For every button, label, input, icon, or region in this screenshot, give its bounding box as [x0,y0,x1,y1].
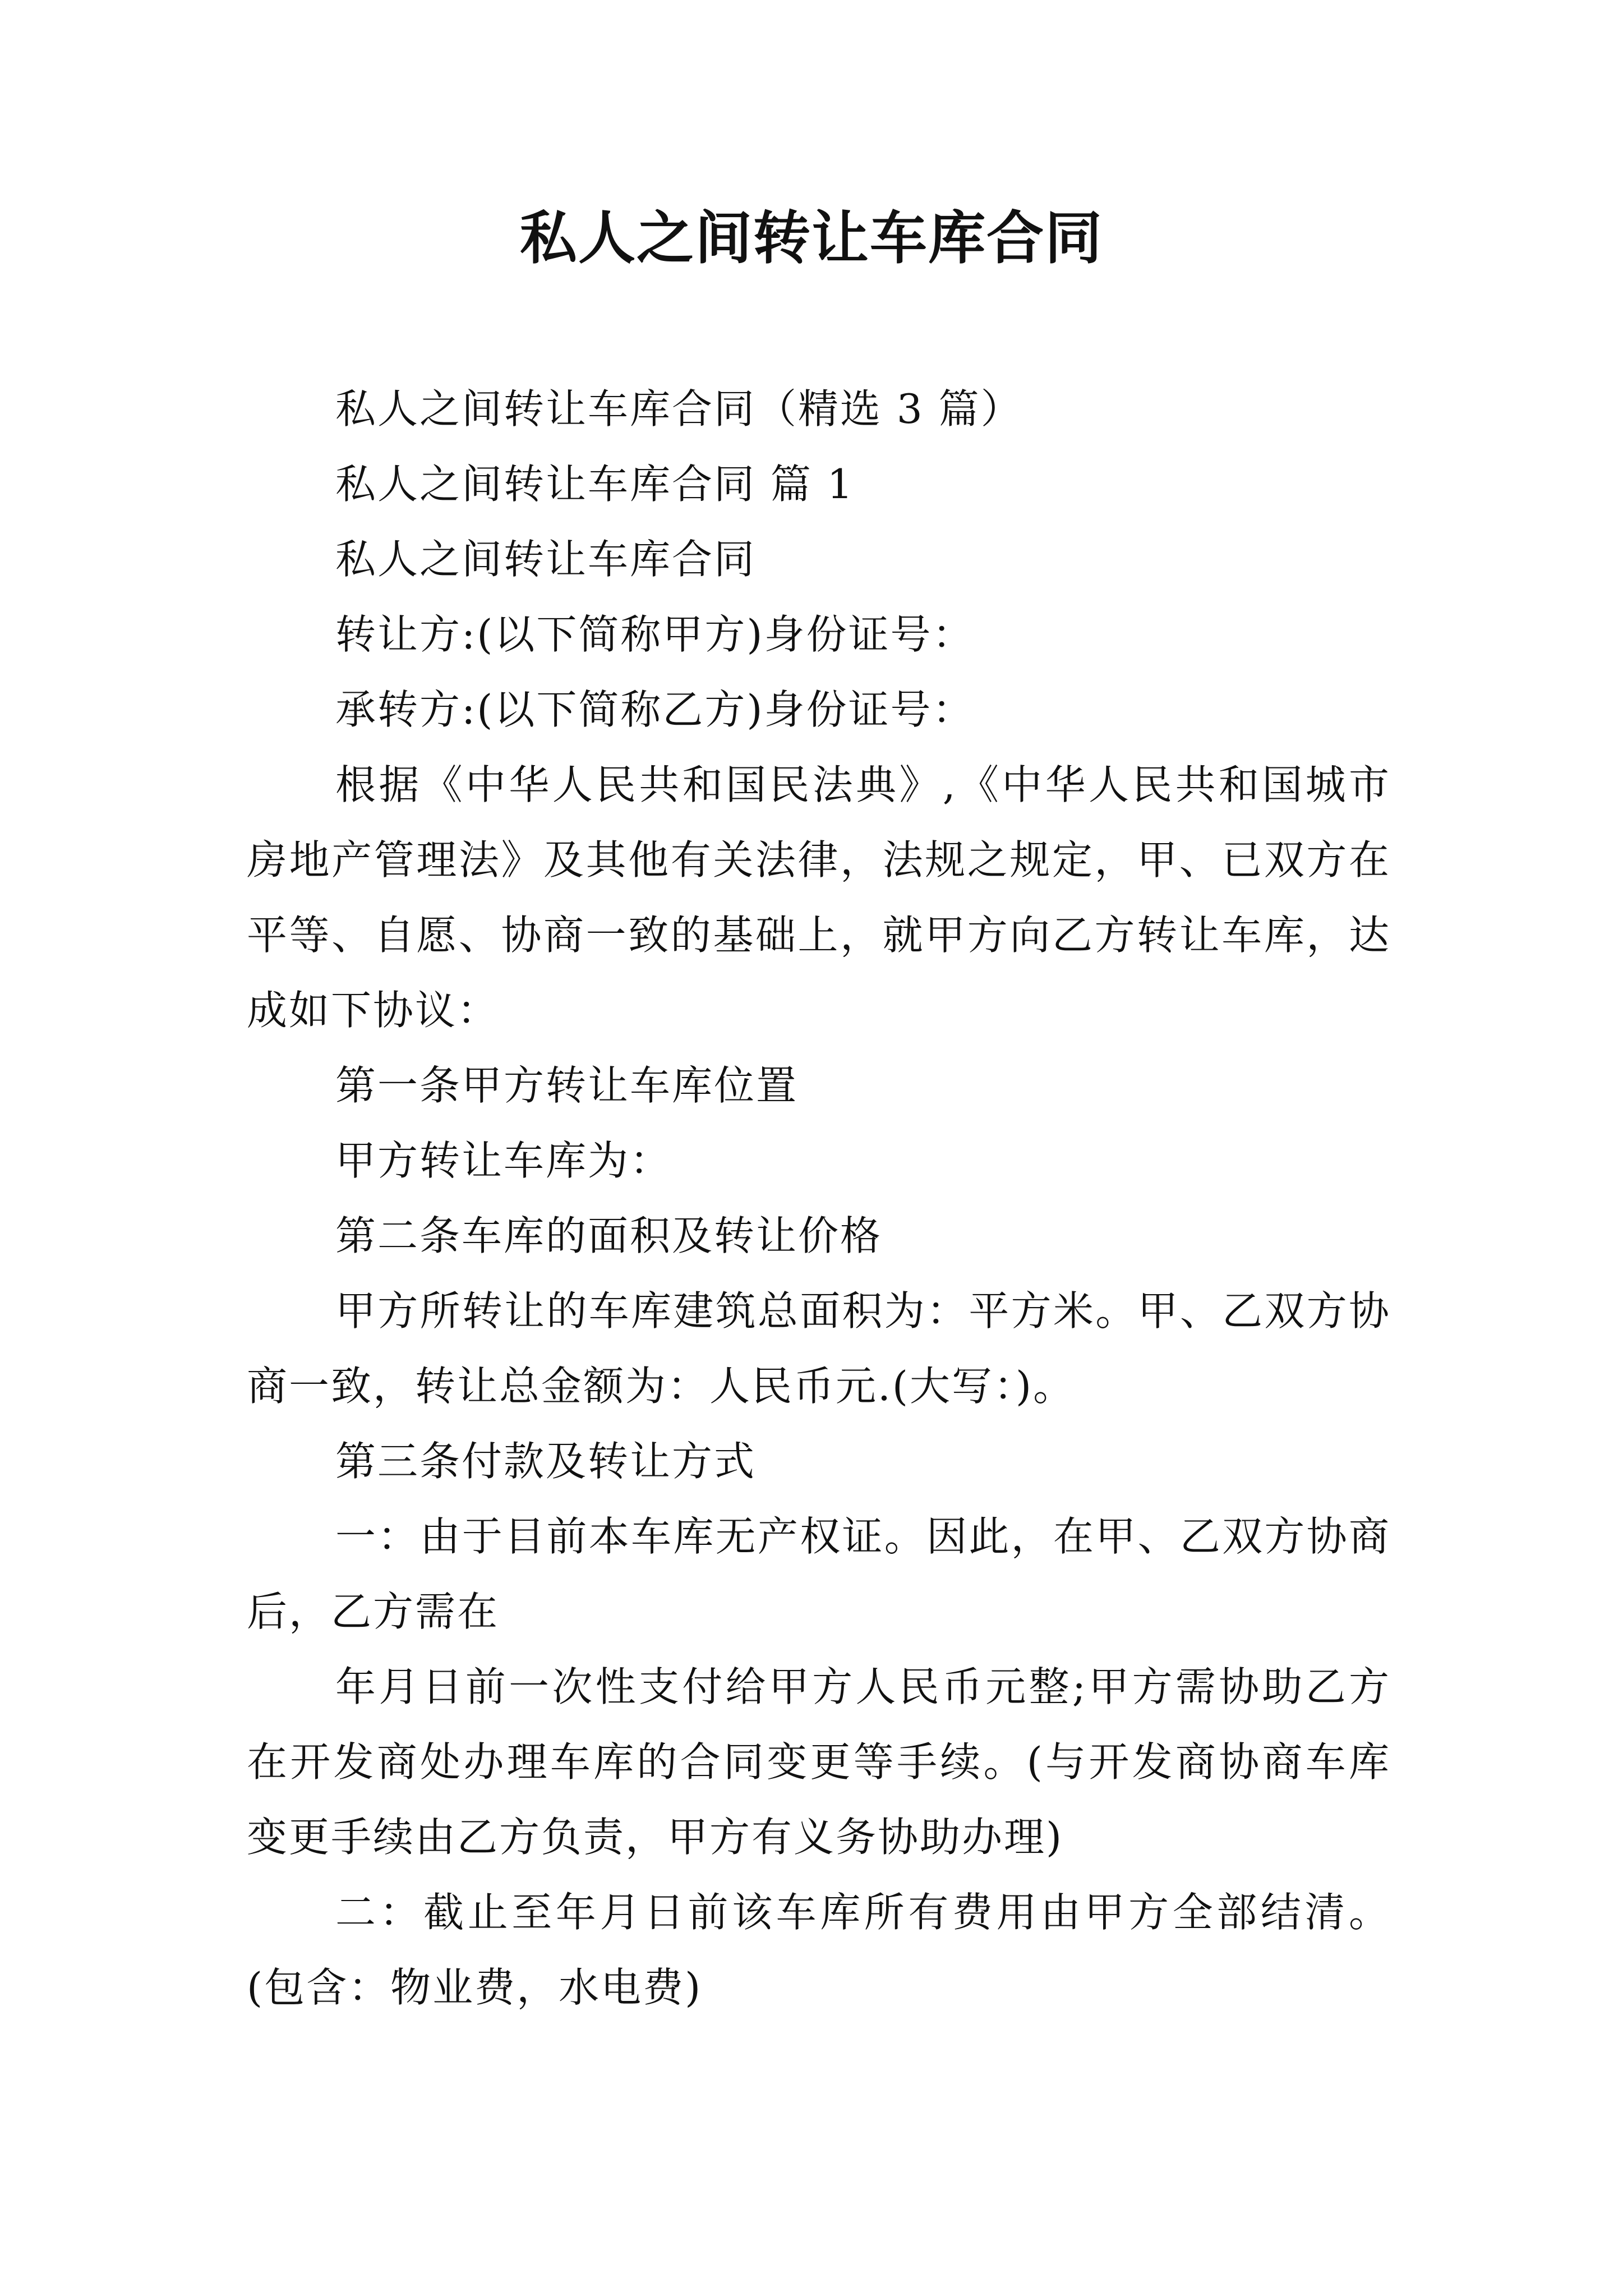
paragraph-transferor: 转让方:(以下简称甲方)身份证号： [335,611,975,658]
paragraph-contract-name: 私人之间转让车库合同 [335,536,757,583]
paragraph-preamble: 根据《中华人民共和国民法典》,《中华人民共和国城市房地产管理法》及其他有关法律，法规之规定，甲、已双方在平等、自愿、协商一致的基础上，就甲方向乙方转让车库，达成如下协议： [247,761,1391,1034]
paragraph-part-heading: 私人之间转让车库合同 篇 1 [335,461,855,508]
paragraph-article-3-payment: 年月日前一次性支付给甲方人民币元整;甲方需协助乙方在开发商处办理车库的合同变更等手续。(与开发商协商车库变更手续由乙方负责，甲方有义务协助办理) [247,1663,1391,1861]
paragraph-article-3-heading: 第三条付款及转让方式 [335,1438,757,1485]
paragraph-article-1-heading: 第一条甲方转让车库位置 [335,1062,799,1109]
paragraph-collection-title: 私人之间转让车库合同（精选 3 篇） [335,385,1023,432]
paragraph-transferee: 承转方:(以下简称乙方)身份证号： [335,686,975,733]
document-title: 私人之间转让车库合同 [520,205,1103,272]
paragraph-article-1-body: 甲方转让车库为： [335,1137,672,1184]
paragraph-article-3-item-1: 一：由于目前本车库无产权证。因此，在甲、乙双方协商后，乙方需在 [247,1513,1391,1635]
paragraph-article-2-heading: 第二条车库的面积及转让价格 [335,1212,883,1259]
paragraph-article-3-item-2: 二：截止至年月日前该车库所有费用由甲方全部结清。(包含：物业费，水电费) [247,1889,1391,2011]
document-body [247,371,1391,2025]
paragraph-article-2-body: 甲方所转让的车库建筑总面积为：平方米。甲、乙双方协商一致，转让总金额为：人民币元.(大写：)。 [247,1287,1391,1410]
